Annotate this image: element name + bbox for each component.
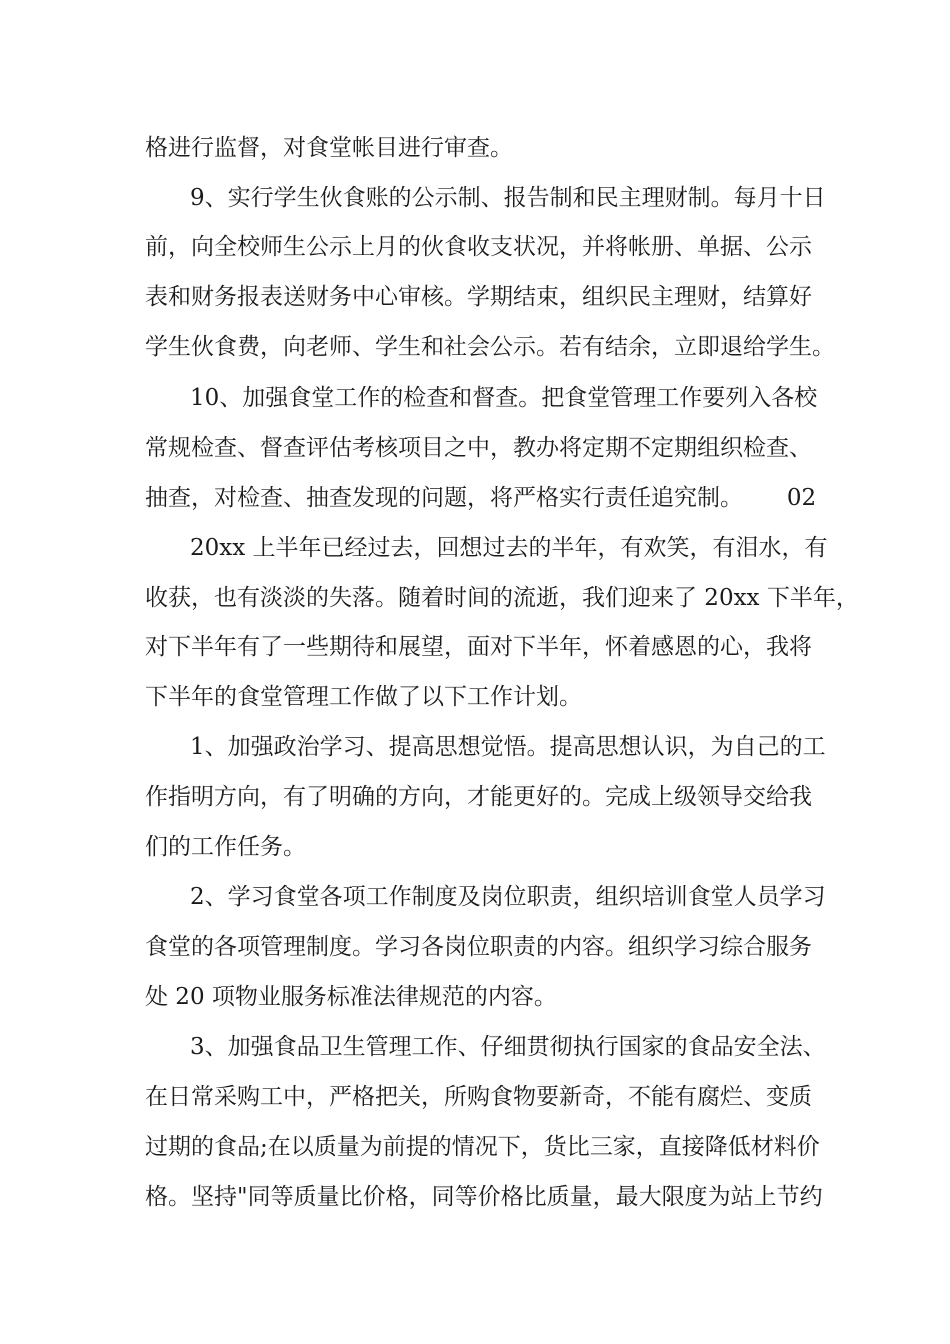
text-line: 过期的食品;在以质量为前提的情况下，货比三家，直接降低材料价 xyxy=(145,1134,820,1160)
text-line: 表和财务报表送财务中心审核。学期结束，组织民主理财，结算好 xyxy=(145,284,812,310)
text-line: 10、加强食堂工作的检查和督查。把食堂管理工作要列入各校 xyxy=(190,385,818,411)
text-line: 2、学习食堂各项工作制度及岗位职责，组织培训食堂人员学习 xyxy=(190,884,826,910)
text-line: 食堂的各项管理制度。学习各岗位职责的内容。组织学习综合服务 xyxy=(145,934,812,960)
text-line: 在日常采购工中，严格把关，所购食物要新奇，不能有腐烂、变质 xyxy=(145,1084,812,1110)
text-line: 抽查，对检查、抽查发现的问题，将严格实行责任追究制。 02 xyxy=(145,485,817,511)
text-line: 下半年的食堂管理工作做了以下工作计划。 xyxy=(145,684,582,710)
text-line: 作指明方向，有了明确的方向，才能更好的。完成上级领导交给我 xyxy=(145,784,812,810)
text-line: 1、加强政治学习、提高思想觉悟。提高思想认识，为自己的工 xyxy=(190,734,826,760)
text-line: 9、实行学生伙食账的公示制、报告制和民主理财制。每月十日 xyxy=(190,185,826,211)
text-line: 3、加强食品卫生管理工作、仔细贯彻执行国家的食品安全法、 xyxy=(190,1034,826,1060)
text-line: 前，向全校师生公示上月的伙食收支状况，并将帐册、单据、公示 xyxy=(145,234,812,260)
text-line: 格。坚持"同等质量比价格，同等价格比质量，最大限度为站上节约 xyxy=(145,1184,823,1210)
text-line: 对下半年有了一些期待和展望，面对下半年，怀着感恩的心，我将 xyxy=(145,634,812,660)
text-line: 格进行监督，对食堂帐目进行审查。 xyxy=(145,135,513,161)
text-line: 20xx 上半年已经过去，回想过去的半年，有欢笑，有泪水，有 xyxy=(190,535,828,561)
text-line: 处 20 项物业服务标准法律规范的内容。 xyxy=(145,984,557,1010)
text-line: 学生伙食费，向老师、学生和社会公示。若有结余，立即退给学生。 xyxy=(145,334,835,360)
text-line: 常规检查、督查评估考核项目之中，教办将定期不定期组织检查、 xyxy=(145,435,812,461)
text-line: 们的工作任务。 xyxy=(145,834,306,860)
text-line: 收获，也有淡淡的失落。随着时间的流逝，我们迎来了 20xx 下半年， xyxy=(145,585,859,611)
